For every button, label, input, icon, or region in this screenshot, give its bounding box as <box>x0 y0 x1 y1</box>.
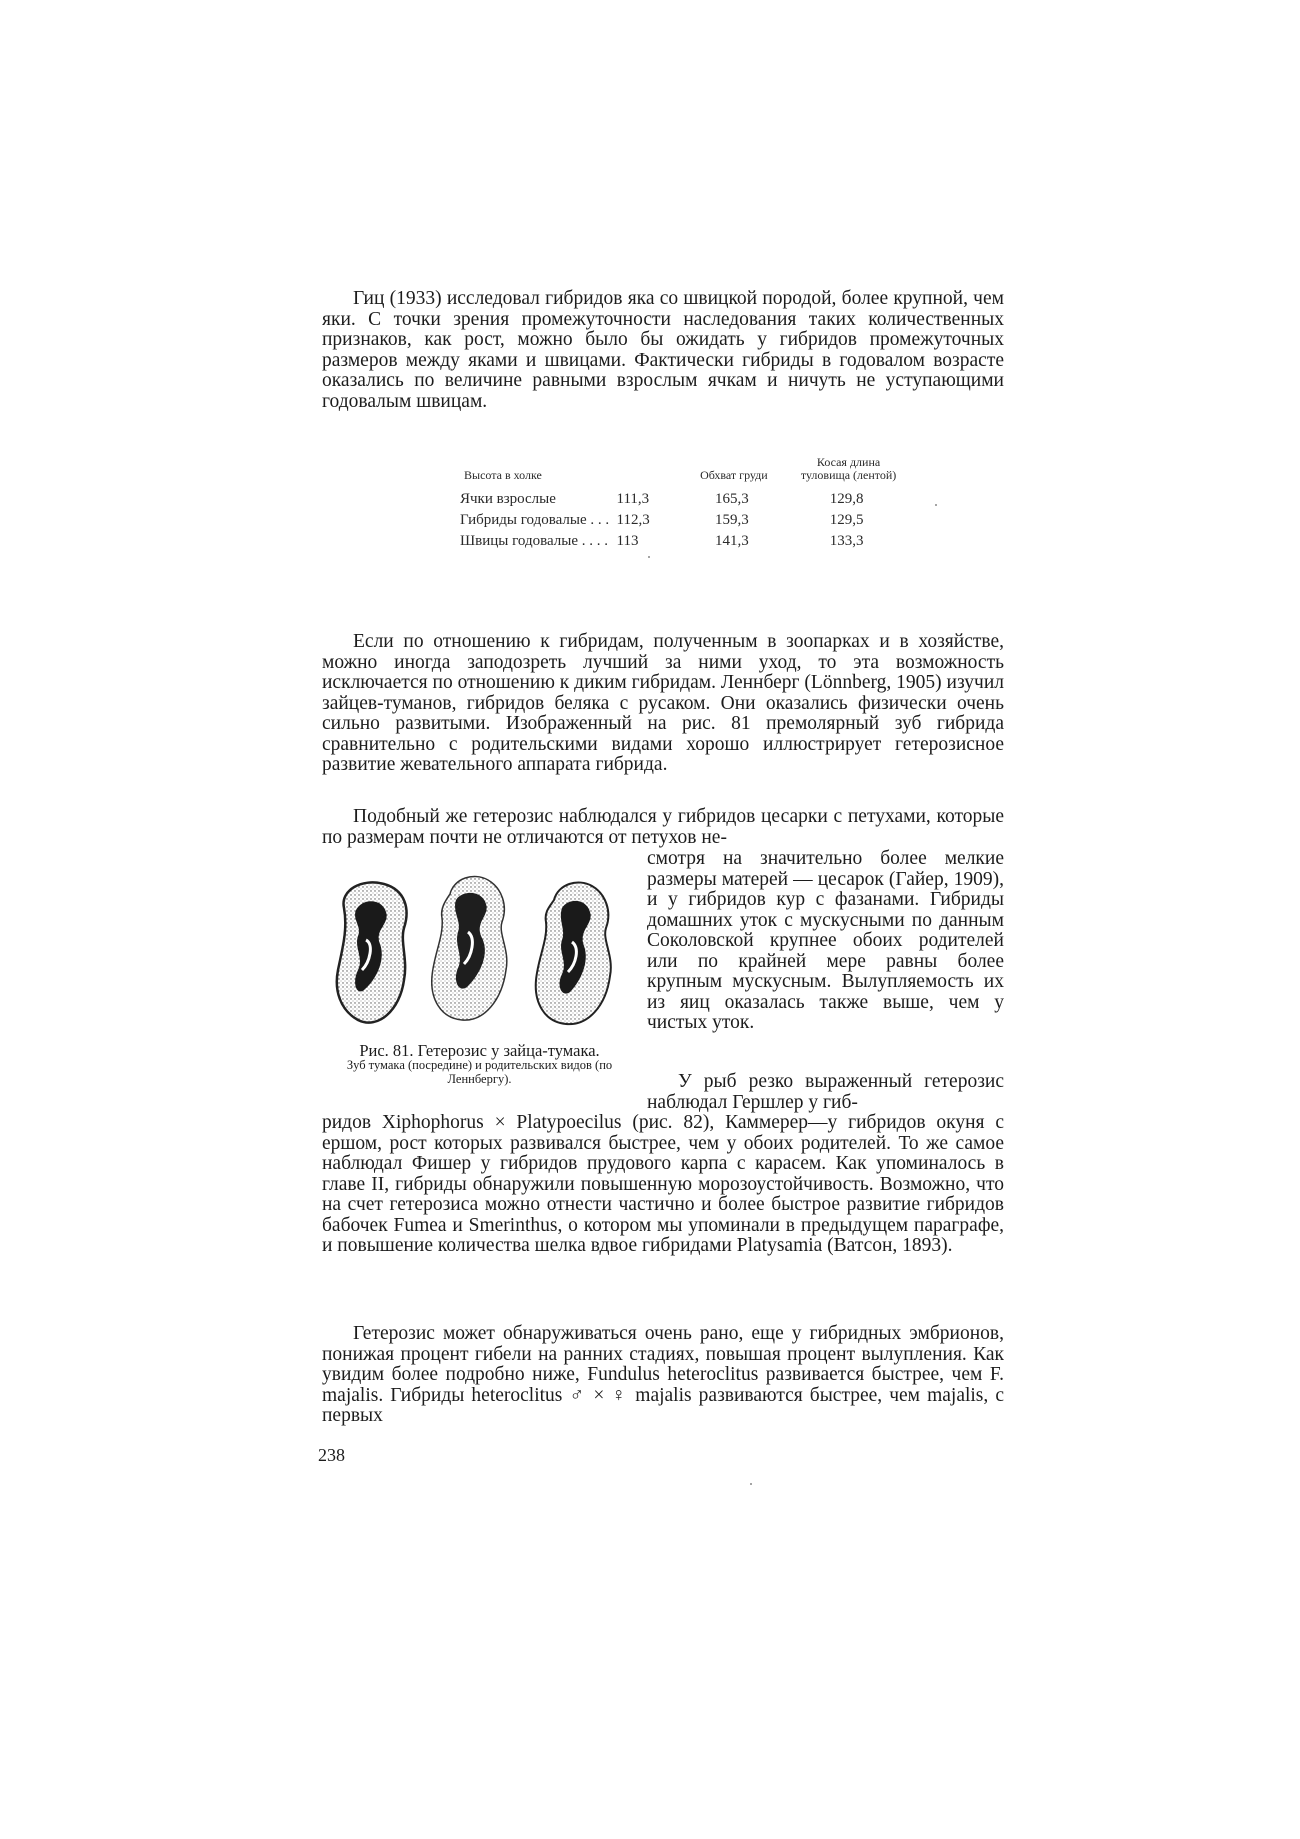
cell-height: 112,3 <box>616 512 650 528</box>
cell-height: 111,3 <box>616 491 650 507</box>
paragraph-text: Подобный же гетерозис наблюдался у гибридов цесарки с петухами, которые по размерам почти не отличаются от петухов не- <box>322 806 1004 848</box>
cell-chest: 159,3 <box>715 512 749 528</box>
caption-body: Зуб тумака (посредине) и родительских видов (по Леннбергу). <box>346 1058 613 1086</box>
cell-chest: 141,3 <box>715 533 749 549</box>
row-name: Ячки взрослые <box>460 491 556 507</box>
paragraph-text: ридов Xiphophorus × Platypoecilus (рис. 82), Каммерер—у гибридов окуня с ершом, рост которых развивался быстрее, чем у обоих родителей. То же самое наблюдал Фишер у гибридов прудового карпа с карасем. Как упоминалось в главе II, гибриды обнаружили повышенную морозоустойчивость. Возможно, что на счет гетерозиса можно отнести частично и более быстрое развитие гибридов бабочек Fumea и Smerinthus, о котором мы упоминали в предыдущем параграфе, и повышение количества шелка вдвое гибридами Platysamia (Ватсон, 1893). <box>322 1112 1004 1256</box>
row-name: Гибриды годовалые . . . <box>460 512 610 528</box>
tooth-middle-icon <box>432 876 507 1020</box>
paragraph-text: Гиц (1933) исследовал гибридов яка со швицкой породой, более крупной, чем яки. С точки зрения промежуточности наследования таких количественных признаков, как рост, можно было бы ожидать у гибридов промежуточных размеров между яками и швицами. Фактически гибриды в годовалом возрасте оказались по величине равными взрослым ячкам и ничуть не уступающими годовалым швицам. <box>322 288 1004 412</box>
page-number: 238 <box>318 1445 345 1465</box>
cell-length: 129,5 <box>829 512 864 528</box>
figure-caption <box>322 1041 637 1086</box>
cell-length: 129,8 <box>829 491 864 507</box>
paragraph-yak-hybrids <box>322 289 1004 412</box>
teeth-illustration <box>322 870 637 1040</box>
cell-chest: 165,3 <box>715 491 749 507</box>
paragraph-guinea-fowl-hybrids <box>322 807 1004 848</box>
row-name: Швицы годовалые . . . . <box>460 533 608 549</box>
paragraph-text: Если по отношению к гибридам, полученным в зоопарках и в хозяйстве, можно иногда заподозреть лучший за ними уход, то эта возможность исключается по отношению к диким гибридам. Леннберг (Lönnberg, 1905) изучил зайцев-туманов, гибридов беляка с русаком. Они оказались физически очень сильно развитыми. Изображенный на рис. 81 премолярный зуб гибрида сравнительно с родительскими видами хорошо иллюстрирует гетерозисное развитие жевательного аппарата гибрида. <box>322 631 1004 775</box>
paragraph-text: Гетерозис может обнаруживаться очень рано, еще у гибридных эмбрионов, понижая процент гибели на ранних стадиях, повышая процент вылупления. Как увидим более подробно ниже, Fundulus heteroclitus развивается быстрее, чем F. majalis. Гибриды heteroclitus ♂ × ♀ majalis развиваются быстрее, чем majalis, с первых <box>322 1323 1004 1426</box>
paragraph-fish-start <box>647 1072 1004 1113</box>
tooth-right-icon <box>536 882 611 1024</box>
header-height: Высота в холке <box>464 467 542 482</box>
figure-81 <box>322 870 637 1086</box>
tooth-left-icon <box>337 882 407 1022</box>
caption-title: Рис. 81. Гетерозис у зайца-тумака. <box>359 1041 600 1060</box>
paragraph-fish-hybrids <box>322 1113 1004 1257</box>
paragraph-embryo-heterosis <box>322 1324 1004 1427</box>
paragraph-guinea-fowl-wrap <box>647 849 1004 1034</box>
scan-speck <box>750 1483 752 1485</box>
scan-speck <box>935 504 937 506</box>
table-row <box>460 508 910 529</box>
paragraph-text: смотря на значительно более мелкие размеры матерей — цесарок (Гайер, 1909), и у гибридов кур с фазанами. Гибриды домашних уток с мускусными по данным Соколовской крупнее обоих родителей или по крайней мере равны более крупным мускусным. Вылупляемость их из яиц оказалась также выше, чем у чистых уток. <box>647 848 1004 1033</box>
scan-speck <box>648 556 650 558</box>
table-row <box>460 529 910 550</box>
header-chest: Обхват груди <box>700 467 768 482</box>
table-row <box>460 491 910 508</box>
cell-length: 133,3 <box>829 533 864 549</box>
cell-height: 113 <box>616 533 639 549</box>
paragraph-text: У рыб резко выраженный гетерозис наблюдал Гершлер у гиб- <box>647 1071 1004 1113</box>
measurements-table <box>460 456 910 550</box>
header-length: Косая длина туловища (лентой) <box>800 455 897 482</box>
paragraph-hare-hybrids <box>322 632 1004 776</box>
